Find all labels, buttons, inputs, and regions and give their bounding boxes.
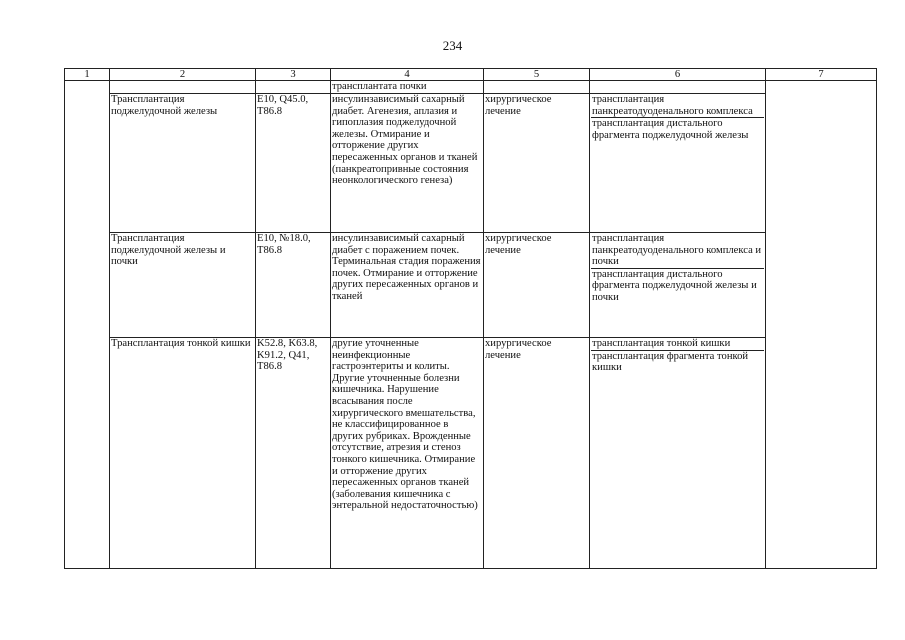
column-number-6: 6 [590,69,766,81]
method-item: трансплантация дистального фрагмента поджелудочной железы [591,117,764,141]
treatment-cell: хирургическое лечение [484,338,590,569]
table-row [65,94,877,233]
methods-cell [590,94,766,233]
continuation-row [65,81,877,94]
method-item: трансплантация панкреатодуоденального комплекса [592,94,753,117]
column-number-2: 2 [110,69,256,81]
method-item: трансплантация панкреатодуоденального комплекса и почки [592,233,762,268]
column-number-5: 5 [484,69,590,81]
table-row [65,338,877,569]
column-number-4: 4 [331,69,484,81]
treatment-cell: хирургическое лечение [484,94,590,233]
procedure-name-cell: Трансплантация тонкой кишки [110,338,256,569]
continuation-treatment-cell [484,81,590,94]
table-row [65,233,877,338]
treatment-cell: хирургическое лечение [484,233,590,338]
column-number-3: 3 [256,69,331,81]
methods-cell [590,338,766,569]
medical-procedures-table [64,68,877,569]
continuation-methods-cell [590,81,766,94]
diagnosis-cell: другие уточненные неинфекционные гастроэнтериты и колиты. Другие уточненные болезни кишечника. Нарушение всасывания после хирургического вмешательства, не классифицированное в других рубриках. Врожденные отсутствие, атрезия и стеноз тонкого кишечника. Отмирание и отторжение других пересаженных органов тканей (заболевания кишечника с энтеральной недостаточностью) [331,338,484,569]
continuation-diagnosis-cell: трансплантата почки [331,81,484,94]
method-item: трансплантация фрагмента тонкой кишки [591,350,764,374]
codes-cell: K52.8, K63.8, K91.2, Q41, T86.8 [256,338,331,569]
column-number-row [65,69,877,81]
col7-merged-cell [766,81,877,569]
methods-cell [590,233,766,338]
col1-merged-cell [65,81,110,569]
page-number: 234 [442,38,463,53]
procedure-name-cell: Трансплантация поджелудочной железы [110,94,256,233]
diagnosis-cell: инсулинзависимый сахарный диабет. Агенезия, аплазия и гипоплазия поджелудочной железы. Отмирание и отторжение других пересаженных органов и тканей (панкреатопривные состояния неонкологического генеза) [331,94,484,233]
continuation-name-cell [110,81,256,94]
diagnosis-cell: инсулинзависимый сахарный диабет с поражением почек. Терминальная стадия поражения почек. Отмирание и отторжение других пересаженных органов и тканей [331,233,484,338]
column-number-7: 7 [766,69,877,81]
method-item: трансплантация тонкой кишки [592,338,731,349]
continuation-codes-cell [256,81,331,94]
method-item: трансплантация дистального фрагмента поджелудочной железы и почки [591,268,764,304]
procedure-name-cell: Трансплантация поджелудочной железы и почки [110,233,256,338]
codes-cell: E10, Q45.0, T86.8 [256,94,331,233]
codes-cell: E10, №18.0, T86.8 [256,233,331,338]
column-number-1: 1 [65,69,110,81]
